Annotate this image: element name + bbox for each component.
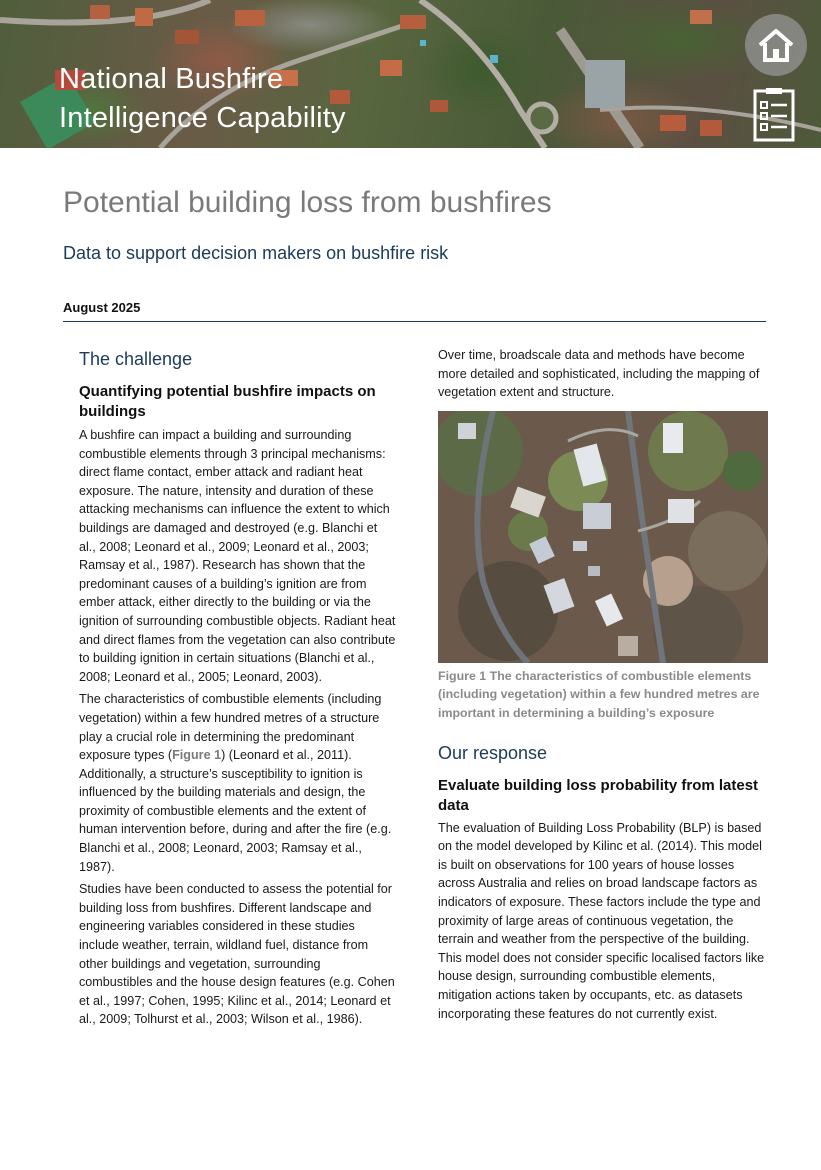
banner-title-line2: Intelligence Capability — [59, 102, 346, 134]
checklist-icon[interactable] — [753, 88, 795, 142]
publication-date: August 2025 — [63, 300, 141, 315]
challenge-paragraph-2-end: ) (Leonard et al., 2011). Additionally, a structure’s susceptibility to ignition is influenced by the building materials and design, the proximity of combustible elements and the extent of human intervention before, during and after the fire (e.g. Blanchi et al., 2008; Leonard, 2003; Ramsay et al., 1987). — [79, 748, 392, 874]
response-paragraph: The evaluation of Building Loss Probability (BLP) is based on the model developed by Kilinc et al. (2014). This model is built on observations for 100 years of house losses across Australia and relies on broad landscape factors as indicators of exposure. These factors include the type and proximity of large areas of continuous vegetation, the terrain and weather from the perspective of the building. This model does not consider specific localised factors like house design, surrounding combustible elements, mitigation actions taken by occupants, etc. as datasets incorporating these features do not currently exist. — [438, 820, 765, 1021]
response-heading: Our response — [438, 742, 548, 763]
challenge-heading: The challenge — [79, 349, 193, 369]
challenge-subheading: Quantifying potential bushfire impacts on buildings — [79, 383, 376, 420]
response-subheading: Evaluate building loss probability from latest data — [438, 776, 759, 814]
banner-title — [59, 60, 346, 138]
challenge-paragraph-3: Studies have been conducted to assess the potential for building loss from bushfires. Different landscape and engineering variables considered in these studies include weather, terrain, wildland fuel, distance from other buildings and vegetation, surrounding combustibles and the house design features (e.g. Cohen et al., 1997; Cohen, 1995; Kilinc et al., 2014; Leonard et al., 2009; Tolhurst et al., 2003; Wilson et al., 1986). — [79, 882, 395, 1027]
home-icon — [756, 27, 796, 63]
intro-paragraph: Over time, broadscale data and methods have become more detailed and sophisticated, including the mapping of vegetation extent and structure. — [438, 348, 760, 400]
header-divider — [63, 321, 766, 322]
figure-1-aerial-photo — [438, 411, 768, 663]
figure-1-reference-link[interactable]: Figure 1 — [172, 748, 222, 763]
home-button[interactable] — [745, 14, 807, 76]
challenge-paragraph-1: A bushfire can impact a building and surrounding combustible elements through 3 principal mechanisms: direct flame contact, ember attack and radiant heat exposure. The nature, intensity and duration of these attacking mechanisms can influence the extent to which buildings are damaged and destroyed (e.g. Blanchi et al., 2008; Leonard et al., 2009; Leonard et al., 2003; Ramsay et al., 1987). Research has shown that the predominant causes of a building’s ignition are from ember attack, either directly to the building or via the ignition of surrounding combustible objects. Radiant heat and direct flames from the vegetation can also contribute to building ignition in certain situations (Blanchi et al., 2008; Leonard et al., 2005; Leonard, 2003). — [79, 428, 396, 684]
page-title: Potential building loss from bushfires — [63, 186, 552, 219]
challenge-paragraph-2 — [79, 690, 397, 876]
left-column — [79, 346, 397, 1029]
figure-1-caption: Figure 1 The characteristics of combustible elements (including vegetation) within a few hundred metres are important in determining a building’s exposure — [438, 668, 760, 720]
challenge-paragraph-2-start: The characteristics of combustible elements (including vegetation) within a few hundred metres of a structure play a crucial role in determining the predominant exposure types ( — [79, 692, 382, 763]
right-column — [438, 346, 772, 1023]
header-banner — [0, 0, 821, 148]
banner-title-line1: National Bushfire — [59, 63, 284, 95]
page-subtitle: Data to support decision makers on bushfire risk — [63, 243, 449, 263]
